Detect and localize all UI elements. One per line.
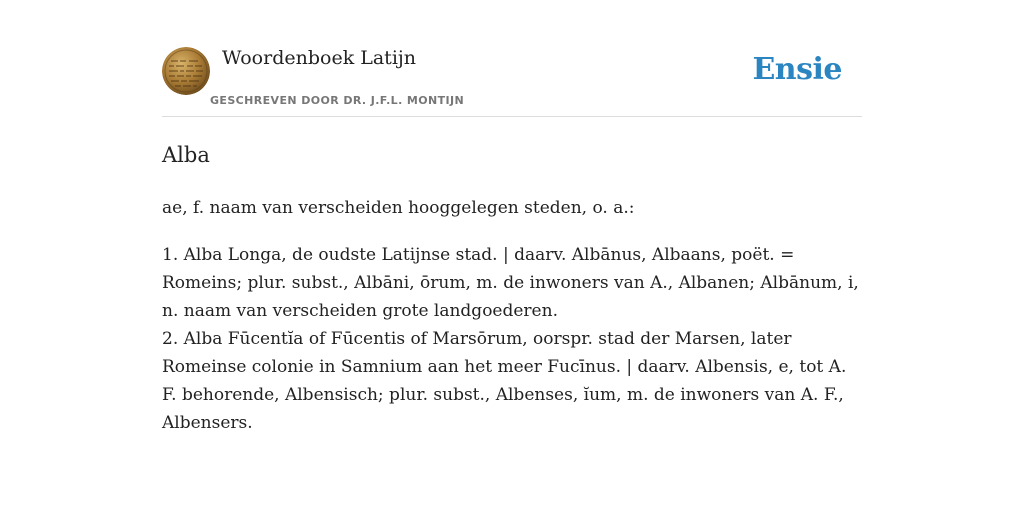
ensie-logo-link[interactable]: Ensie: [752, 52, 842, 87]
entry-senses: [162, 241, 862, 437]
coin-icon[interactable]: [162, 47, 210, 95]
entry-sense-2: 2. Alba Fūcentĭa of Fūcentis of Marsōrum, oorspr. stad der Marsen, later Romeinse colonie in Samnium aan het meer Fucīnus. | daarv. Albensis, e, tot A. F. behorende, Albensisch; plur. subst., Albenses, ĭum, m. de inwoners van A. F., Albensers.: [162, 329, 847, 433]
dictionary-title-link[interactable]: Woordenboek Latijn: [222, 47, 417, 69]
site-header: [162, 46, 862, 117]
entry-headword: Alba: [162, 143, 210, 167]
entry-definition: ae, f. naam van verscheiden hooggelegen steden, o. a.:: [162, 198, 635, 218]
dictionary-entry: [162, 140, 862, 437]
entry-sense-1: 1. Alba Longa, de oudste Latijnse stad. | daarv. Albānus, Albaans, poët. = Romeins; plur. subst., Albāni, ōrum, m. de inwoners van A., Albanen; Albānum, i, n. naam van verscheiden grote landgoederen.: [162, 245, 859, 321]
author-byline: GESCHREVEN DOOR DR. J.F.L. MONTIJN: [210, 94, 465, 107]
